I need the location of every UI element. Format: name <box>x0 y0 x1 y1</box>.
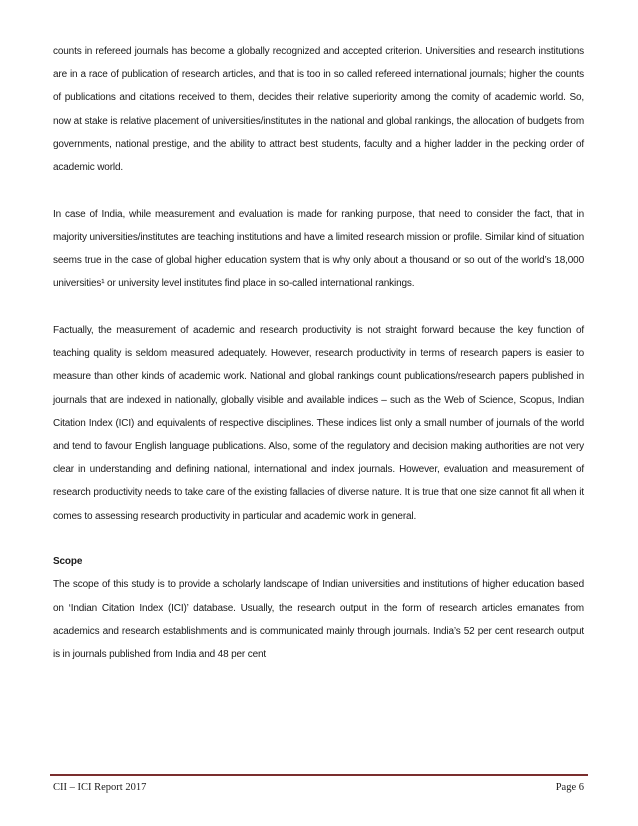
paragraph-india: In case of India, while measurement and evaluation is made for ranking purpose, that need to consider the fact, that in majority universities/institutes are teaching institutions and have a limited research mission or profile. Similar kind of situation seems true in the case of global higher education system that is why only about a thousand or so out of the world’s 18,000 universities¹ or university level institutes find place in so-called international rankings. <box>53 208 584 290</box>
scope-paragraph: The scope of this study is to provide a scholarly landscape of Indian universities and institutions of higher education based on ‘Indian Citation Index (ICI)’ database. Usually, the research output in the form of research articles emanates from academics and research establishments and is communicated mainly through journals. India’s 52 per cent research output is in journals published from India and 48 per cent <box>53 579 584 660</box>
footer-divider <box>50 774 588 776</box>
paragraph-productivity: Factually, the measurement of academic and research productivity is not straight forward because the key function of teaching quality is seldom measured adequately. However, research productivity in terms of research papers is easier to measure than other kinds of academic work. National and global rankings count publications/research papers published in journals that are indexed in nationally, globally visible and available indices – such as the Web of Science, Scopus, Indian Citation Index (ICI) and equivalents of respective disciplines. These indices list only a small number of journals of the world and tend to favour English language publications. Also, some of the regulatory and decision making authorities are not very clear in understanding and defining national, international and index journals. However, evaluation and measurement of research productivity needs to take care of the existing fallacies of diverse nature. It is true that one size cannot fit all when it comes to assessing research productivity in particular and academic work in general. <box>53 325 584 522</box>
page-footer <box>53 782 584 793</box>
footer-page-number: Page 6 <box>555 782 584 793</box>
paragraph-rankings: counts in refereed journals has become a globally recognized and accepted criterion. Universities and research institutions are in a race of publication of research articles, and that is too in so called refereed international journals; higher the counts of publications and citations received to them, decides their relative superiority among the comity of academic world. So, now at stake is relative placement of universities/institutes in the national and global rankings, the allocation of budgets from governments, national prestige, and the ability to attract best students, faculty and a higher ladder in the pecking order of academic world. <box>53 46 584 174</box>
scope-heading: Scope <box>53 556 83 568</box>
footer-report-title: CII – ICI Report 2017 <box>53 782 147 793</box>
body-text <box>53 40 584 666</box>
